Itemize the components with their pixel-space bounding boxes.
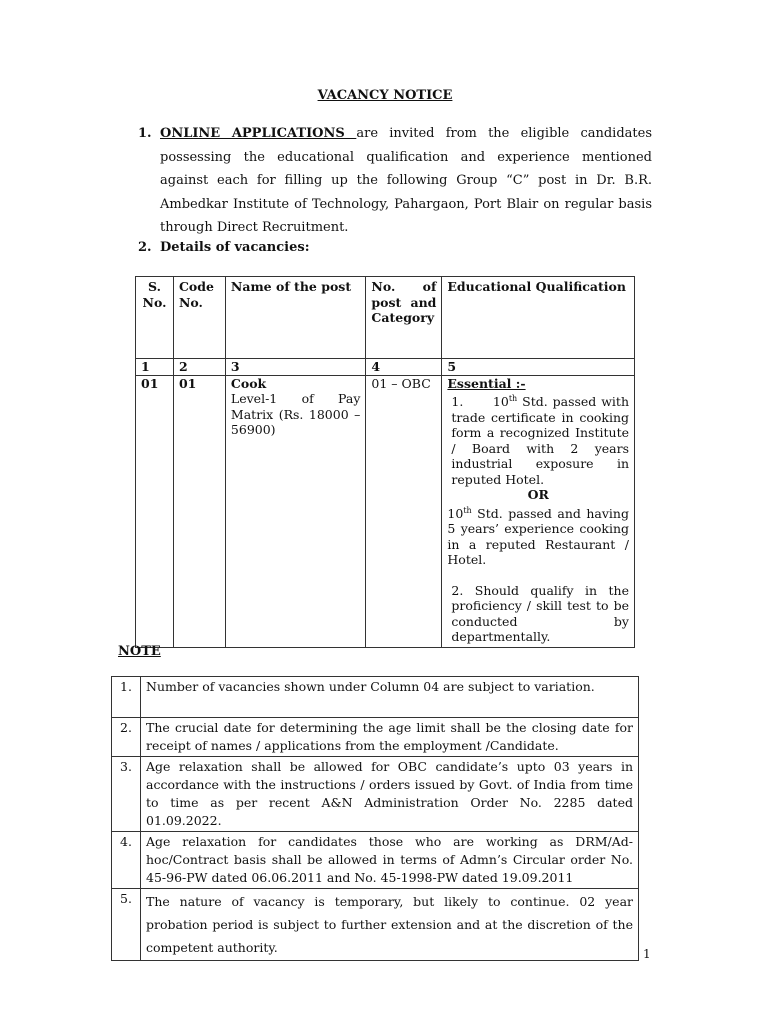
header-sno: S. No. — [136, 277, 174, 359]
qualification-item-1: 1. 10th Std. passed with trade certificate in cooking form a recognized Institute / Board with 2 years industrial exposure in reputed Hotel. — [451, 394, 629, 487]
note-text: The crucial date for determining the age limit shall be the closing date for receipt of names / applications from the employment /Candidate. — [141, 718, 639, 757]
or-separator: OR — [527, 487, 549, 503]
note-row — [112, 718, 639, 757]
section-2-heading — [138, 240, 310, 255]
note-text: Age relaxation for candidates those who are working as DRM/Ad-hoc/Contract basis shall be allowed in terms of Admn’s Circular order No. 45-96-PW dated 06.06.2011 and No. 45-1998-PW dated 19.09.2011 — [141, 832, 639, 889]
note-number: 5. — [112, 889, 141, 961]
vacancy-table-header — [136, 277, 635, 359]
row-code: 01 — [173, 375, 225, 647]
note-row — [112, 889, 639, 961]
page-number: 1 — [643, 947, 651, 961]
note-text: Age relaxation shall be allowed for OBC candidate’s upto 03 years in accordance with the instructions / orders issued by Govt. of India from time to time as per recent A&N Administration Order No. 2285 dated 01.09.2022. — [141, 757, 639, 832]
section-2-label: Details of vacancies: — [160, 240, 310, 255]
note-number: 2. — [112, 718, 141, 757]
note-text: Number of vacancies shown under Column 04 are subject to variation. — [141, 677, 639, 718]
note-number: 4. — [112, 832, 141, 889]
row-sno: 01 — [136, 375, 174, 647]
row-count: 01 – OBC — [366, 375, 442, 647]
section-1-number: 1. — [138, 126, 152, 141]
note-heading: NOTE — [118, 644, 161, 659]
vacancy-table — [135, 276, 635, 648]
note-row — [112, 677, 639, 718]
section-1-text: are invited from the eligible candidates possessing the educational qualification and experience mentioned against each for filling up the following Group “C” post in Dr. B.R. Ambedkar Institute of Technology, Pahargaon, Port Blair on regular basis through Direct Recruitment. — [160, 126, 652, 235]
note-number: 1. — [112, 677, 141, 718]
essential-label: Essential :- — [447, 375, 526, 391]
online-applications-lead: ONLINE APPLICATIONS — [160, 126, 357, 141]
col-num-2: 2 — [173, 359, 225, 376]
vacancy-row — [136, 375, 635, 647]
section-1-paragraph — [138, 122, 652, 240]
post-name: Cook — [230, 375, 267, 391]
note-row — [112, 757, 639, 832]
header-code: Code No. — [173, 277, 225, 359]
col-num-3: 3 — [225, 359, 366, 376]
qualification-item-2: 2. Should qualify in the proficiency / skill test to be conducted by departmentally. — [451, 582, 629, 645]
notes-table — [111, 676, 639, 961]
note-text: The nature of vacancy is temporary, but likely to continue. 02 year probation period is subject to further extension and at the discretion of the competent authority. — [141, 889, 639, 961]
qualification-alternative: 10th Std. passed and having 5 years’ experience cooking in a reputed Restaurant / Hotel. — [447, 505, 629, 568]
note-number: 3. — [112, 757, 141, 832]
post-pay-detail: Level-1 of Pay Matrix (Rs. 18000 – 56900) — [230, 391, 361, 437]
section-2-number: 2. — [138, 240, 152, 255]
col-num-5: 5 — [442, 359, 635, 376]
col-num-1: 1 — [136, 359, 174, 376]
note-row — [112, 832, 639, 889]
header-post: Name of the post — [225, 277, 366, 359]
col-num-4: 4 — [366, 359, 442, 376]
header-qual: Educational Qualification — [442, 277, 635, 359]
page-title: VACANCY NOTICE — [317, 88, 453, 103]
column-number-row — [136, 359, 635, 376]
header-count: No. of post and Category — [366, 277, 442, 359]
